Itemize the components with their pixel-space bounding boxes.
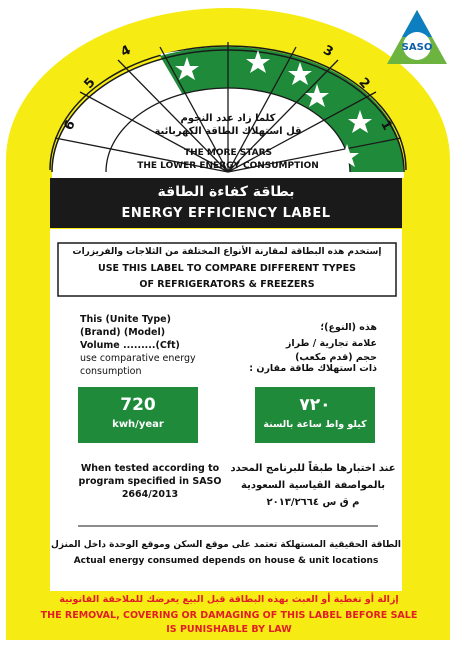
star-icon <box>348 110 372 133</box>
stars-note-english-1: THE MORE STARS <box>183 148 273 158</box>
stars-note-arabic-1: كلما زاد عدد النجوم <box>180 113 276 124</box>
saso-logo <box>383 8 451 68</box>
test-english <box>70 462 230 501</box>
level-2: 2 <box>355 75 373 92</box>
info-ar-line1: هذه (النوع)؛ <box>320 322 377 333</box>
consumption-en-value: 720 <box>120 395 156 415</box>
consumption-ar-value: ٧٢٠ <box>299 395 331 415</box>
star-icon <box>288 62 312 85</box>
star-icon <box>175 57 199 80</box>
stars-note-english-2: THE LOWER ENERGY CONSUMPTION <box>137 161 319 171</box>
star-icon <box>246 50 270 73</box>
stars-note-arabic-2: قل استهلاك الطاقة الكهربائية <box>154 126 302 137</box>
warning-arabic: إزالة أو تغطية أو العبث بهذه البطاقة قبل البيع يعرضك للملاحقة القانونية <box>59 594 399 605</box>
info-ar-line4: ذات استهلاك طاقة مقارن : <box>249 363 377 374</box>
consumption-english-box <box>78 387 198 443</box>
info-en-line2: (Brand) (Model) <box>80 327 166 338</box>
warning-english-2: IS PUNISHABLE BY LAW <box>166 624 292 635</box>
test-ar-line1: عند اختبارها طبقاً للبرنامج المحدد <box>230 463 396 474</box>
test-ar-line3: م ق س ٢٠١٣/٢٦٦٤ <box>266 497 360 508</box>
info-en-line1: This (Unite Type) <box>80 314 171 325</box>
actual-arabic: الطاقة الحقيقية المستهلكة تعتمد على موقع السكن وموقع الوحدة داخل المنزل <box>51 540 401 550</box>
consumption-arabic-box <box>255 387 375 443</box>
level-6: 6 <box>61 117 79 134</box>
compare-english-1: USE THIS LABEL TO COMPARE DIFFERENT TYPES <box>98 263 356 274</box>
banner-english: ENERGY EFFICIENCY LABEL <box>121 206 331 221</box>
star-icon <box>305 84 329 107</box>
level-5: 5 <box>81 75 99 92</box>
info-en-line4: use comparative energy <box>80 353 196 364</box>
test-en-line3: 2664/2013 <box>121 489 179 500</box>
level-1: 1 <box>377 117 395 134</box>
info-en-line5: consumption <box>80 366 142 377</box>
level-3: 3 <box>320 42 336 61</box>
actual-english: Actual energy consumed depends on house & unit locations <box>73 556 379 566</box>
test-en-line2: program specified in SASO <box>78 476 222 487</box>
test-ar-line2: بالمواصفة القياسية السعودية <box>241 480 385 491</box>
test-arabic <box>228 460 398 511</box>
consumption-en-unit: kwh/year <box>112 419 164 430</box>
consumption-ar-unit: كيلو واط ساعة بالسنة <box>263 419 367 430</box>
info-ar-line3: حجم (قدم مكعب) <box>295 352 377 363</box>
warning-english-1: THE REMOVAL, COVERING OR DAMAGING OF THIS LABEL BEFORE SALE <box>40 610 418 621</box>
info-english <box>80 313 240 378</box>
compare-english-2: OF REFRIGERATORS & FREEZERS <box>139 279 315 290</box>
saso-logo-text: SASO <box>401 42 433 53</box>
level-4: 4 <box>118 42 134 61</box>
compare-arabic: إستخدم هذه البطاقة لمقارنة الأنواع المختلفة من الثلاجات والفريزرات <box>72 247 382 257</box>
info-en-line3: Volume .........(Cft) <box>80 340 180 351</box>
info-arabic <box>232 320 377 374</box>
test-en-line1: When tested according to <box>80 463 220 474</box>
banner-arabic: بطاقة كفاءة الطاقة <box>157 184 295 200</box>
info-ar-line2: علامة تجارية / طراز <box>285 338 377 349</box>
